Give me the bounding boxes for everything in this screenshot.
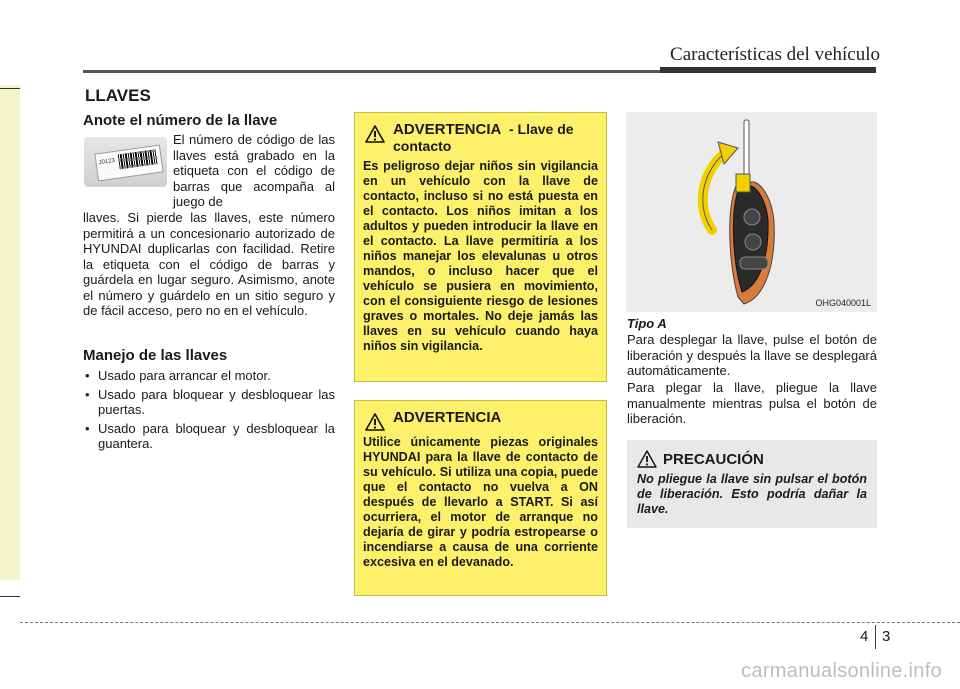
chapter-number: 4 [860, 628, 869, 645]
page-number: 3 [882, 628, 891, 645]
fold-text: Para plegar la llave, pliegue la llave manualmente mientras pulsa el botón de liberación. [627, 380, 877, 426]
warning-triangle-icon [365, 125, 385, 143]
folding-key-illustration [626, 112, 877, 312]
list-item: • Usado para bloquear y desbloquear la guantera. [83, 421, 335, 452]
barcode-icon [118, 149, 158, 169]
warning-title: ADVERTENCIA [393, 409, 502, 426]
divider [0, 596, 20, 597]
footer-rule [20, 622, 960, 623]
key-number-heading: Anote el número de la llave [83, 112, 278, 129]
divider [0, 88, 20, 89]
warning-text: Utilice únicamente piezas originales HYUNDAI para la llave de contacto de su vehículo. Si utiliza una copia, puede que el contacto no vuelva a ON después de llevarlo a START. Si así ocurriera, el motor de arranque no dejaría de girar y podría estropearse o incendiarse a causa de una corriente excesiva en el devanado. [363, 435, 598, 569]
list-item: • Usado para arrancar el motor. [83, 368, 335, 384]
warning-triangle-icon [365, 413, 385, 431]
caution-title: PRECAUCIÓN [663, 450, 764, 468]
list-item: • Usado para bloquear y desbloquear las puertas. [83, 387, 335, 418]
page-header-title: Características del vehículo [670, 44, 880, 65]
key-tag-image [84, 137, 167, 187]
handling-list [83, 368, 335, 455]
watermark[interactable]: carmanualsonline.info [741, 660, 942, 682]
caution-text: No pliegue la llave sin pulsar el botón de liberación. Esto podría dañar la llave. [637, 472, 867, 516]
image-code: OHG040001L [815, 298, 871, 308]
unfold-text: Para desplegar la llave, pulse el botón de liberación y después la llave se desplegará automáticamente. [627, 332, 877, 378]
caution-triangle-icon [637, 450, 657, 468]
key-number-text: llaves. Si pierde las llaves, este número permitirá a un concesionario autorizado de HYUNDAI duplicarlas con facilidad. Retire la etiqueta con el código de barras y guárdela en lugar seguro. Asimismo, anote el número y guárdelo en un sitio seguro y de fácil acceso, pero no en el vehículo. [83, 210, 335, 318]
warning-title: ADVERTENCIA [393, 121, 501, 138]
warning-subtitle: - Llave de contacto [393, 121, 574, 154]
key-number-text-right: El número de código de las llaves está grabado en la etiqueta con el código de barras que acompaña al juego de [173, 132, 335, 209]
folding-key-icon [626, 112, 877, 312]
tag-code: J0123 [98, 157, 116, 167]
warning-box-original-parts [354, 400, 607, 596]
header-rule-accent [660, 67, 876, 73]
warning-text: Es peligroso dejar niños sin vigilancia en un vehículo con la llave de contacto, incluso si no está puesta en el contacto. Los niños imitan a los adultos y pueden introducir la llave en el contacto. La llave permitiría a los niños manejar los elevalunas u otros mandos, o incluso hacer que el vehículo se pusiera en movimiento, con el consiguiente riesgo de lesiones graves o mortales. No deje jamás las llaves en su vehículo cuando haya niños sin vigilancia. [363, 159, 598, 353]
handling-heading: Manejo de las llaves [83, 347, 228, 364]
sidebar-strip [0, 85, 20, 580]
section-title: LLAVES [85, 86, 151, 105]
page-number-divider [875, 625, 876, 649]
caution-box [627, 440, 877, 528]
warning-box-ignition-key [354, 112, 607, 382]
type-label: Tipo A [627, 316, 667, 331]
barcode-label [94, 145, 163, 182]
